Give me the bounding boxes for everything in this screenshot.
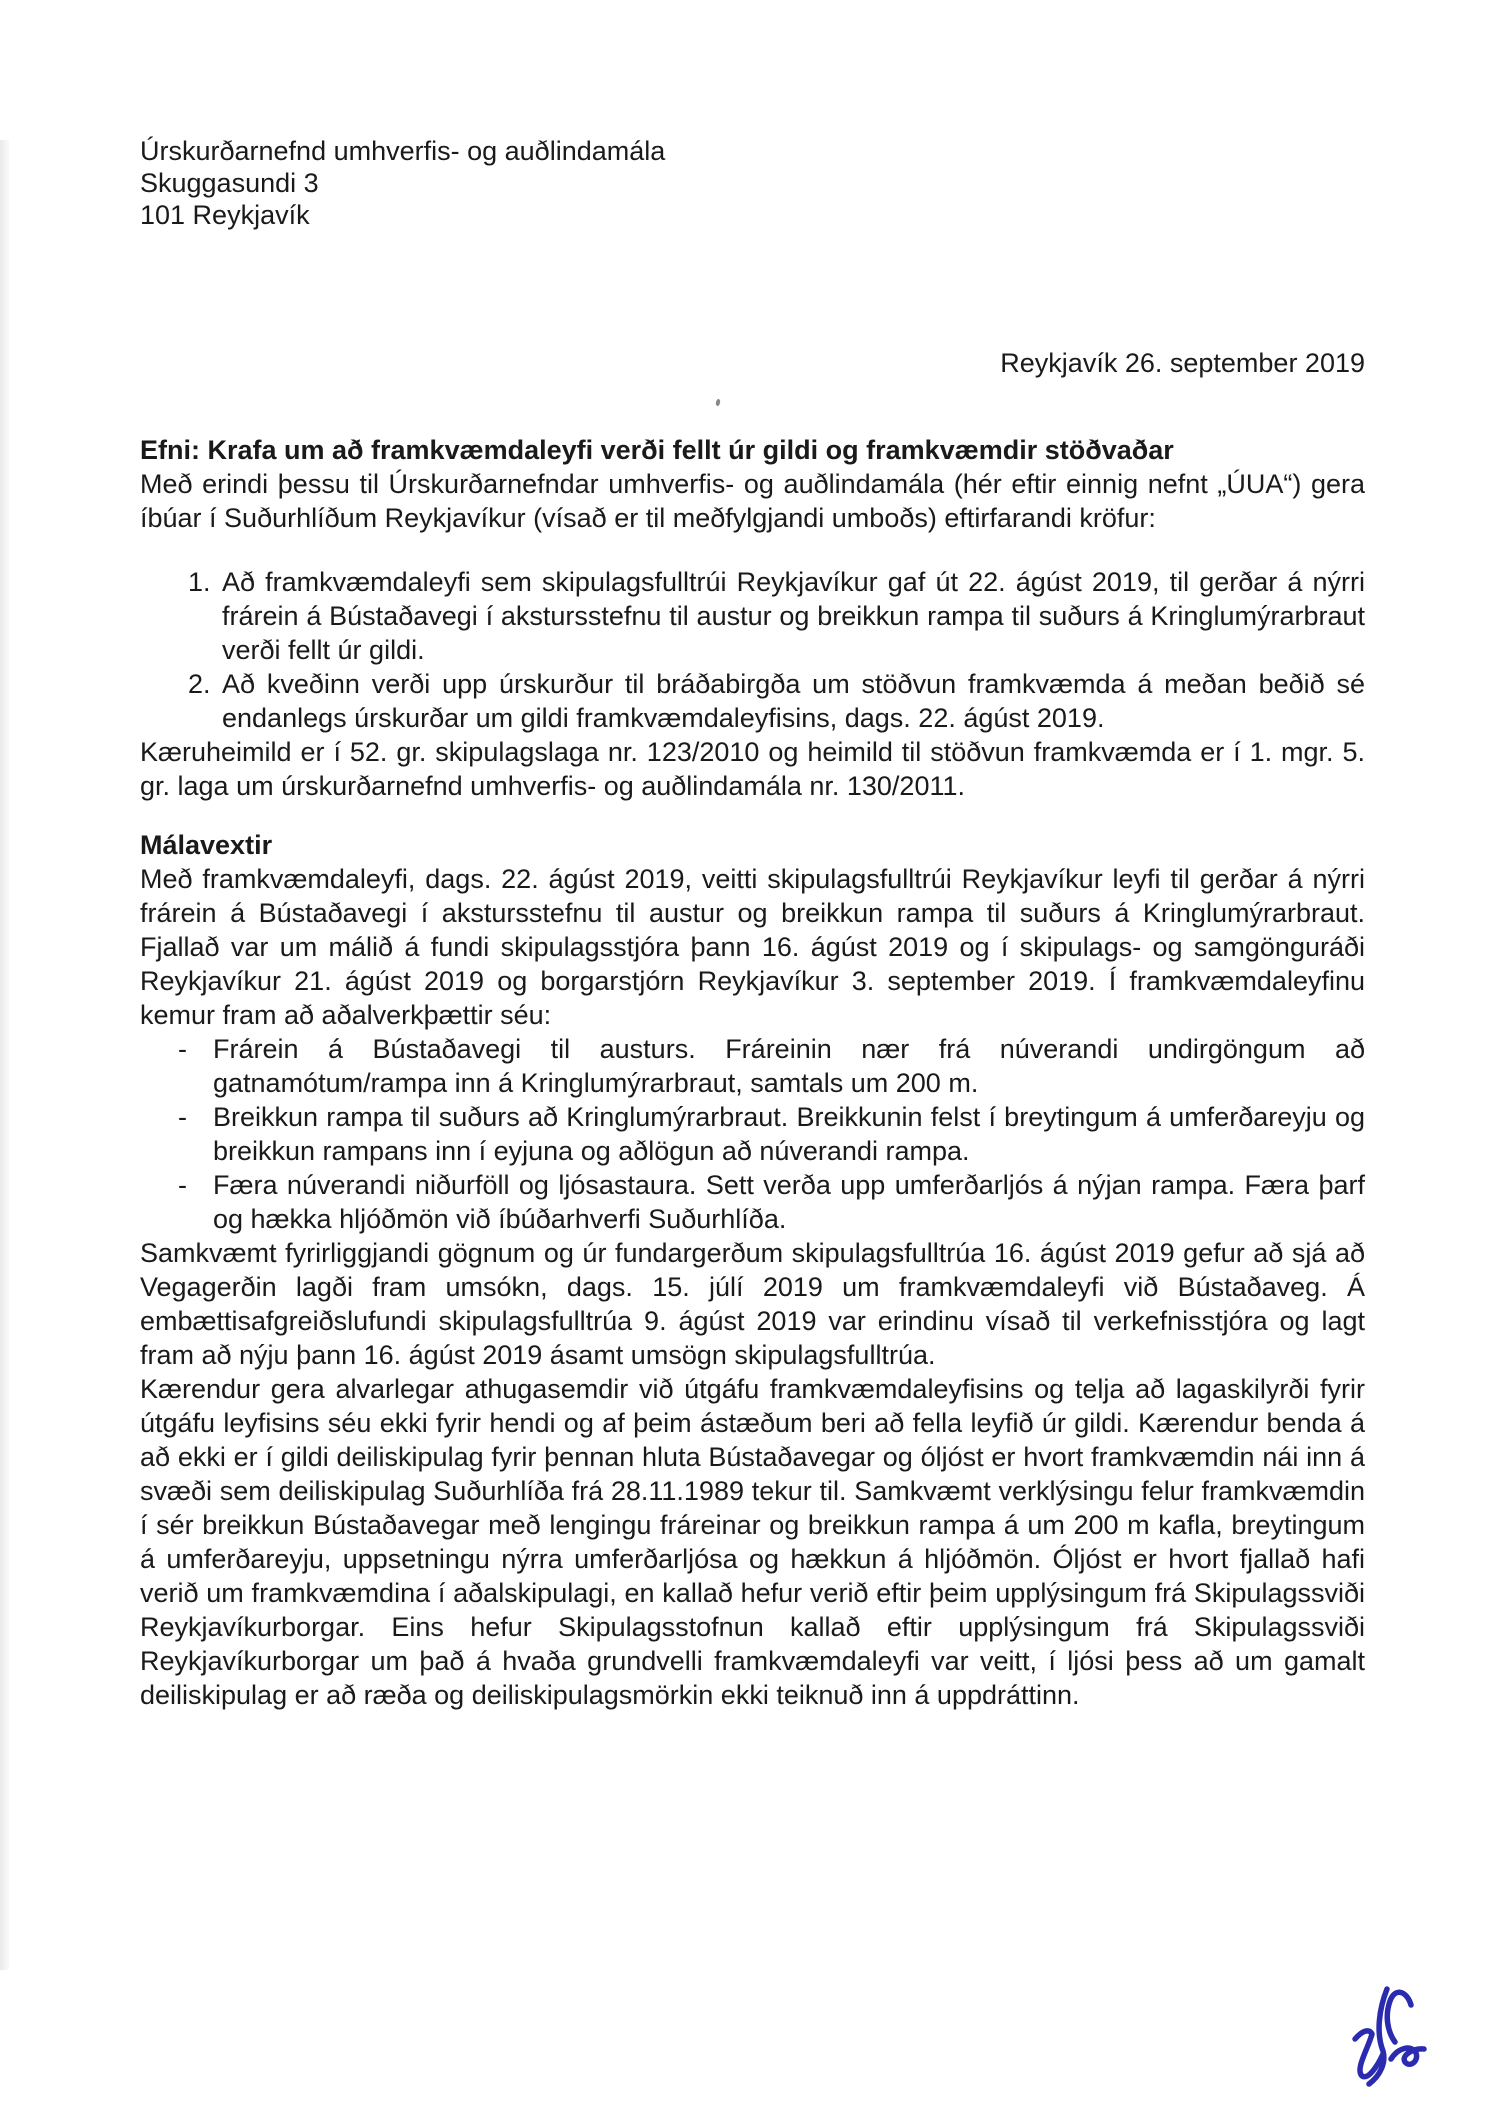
work-item-2 bbox=[178, 1100, 1365, 1168]
sender-city: 101 Reykjavík bbox=[140, 200, 310, 230]
intro-paragraph: Með erindi þessu til Úrskurðarnefndar umhverfis- og auðlindamála (hér eftir einnig nefnt „ÚUA“) gera íbúar í Suðurhlíðum Reykjavíkur (vísað er til meðfylgjandi umboðs) eftirfarandi kröfur: bbox=[140, 469, 1365, 533]
claim-text: Að framkvæmdaleyfi sem skipulagsfulltrúi Reykjavíkur gaf út 22. ágúst 2019, til gerðar á nýrri frárein á Bústaðavegi í akstursstefnu til austur og breikkun rampa til suðurs á Kringlumýrarbraut verði fellt úr gildi. bbox=[222, 567, 1365, 665]
scan-speck-artifact bbox=[715, 399, 720, 407]
legal-basis-paragraph: Kæruheimild er í 52. gr. skipulagslaga nr. 123/2010 og heimild til stöðvun framkvæmda er í 1. mgr. 5. gr. laga um úrskurðarnefnd umhverfis- og auðlindamála nr. 130/2011. bbox=[140, 737, 1365, 801]
signature-initials bbox=[1325, 1975, 1445, 2105]
claim-number: 2. bbox=[188, 669, 211, 699]
work-item-text: Breikkun rampa til suðurs að Kringlumýrarbraut. Breikkunin felst í breytingum á umferðareyju og breikkun rampans inn í eyjuna og aðlögun að núverandi rampa. bbox=[213, 1102, 1365, 1166]
scan-edge-artifact bbox=[0, 140, 9, 1970]
work-item-text: Frárein á Bústaðavegi til austurs. Fráreinin nær frá núverandi undirgöngum að gatnamótum/rampa inn á Kringlumýrarbraut, samtals um 200 m. bbox=[213, 1034, 1365, 1098]
signature-stroke bbox=[1391, 2048, 1424, 2064]
section-heading-malavextir: Málavextir bbox=[140, 830, 273, 860]
claim-item-2 bbox=[188, 667, 1365, 735]
malavextir-paragraph: Með framkvæmdaleyfi, dags. 22. ágúst 2019, veitti skipulagsfulltrúi Reykjavíkur leyfi til gerðar á nýrri frárein á Bústaðavegi í akstursstefnu til austur og breikkun rampa til suðurs á Kringlumýrarbraut. Fjallað var um málið á fundi skipulagsstjóra þann 16. ágúst 2019 og í skipulags- og samgönguráði Reykjavíkur 21. ágúst 2019 og borgarstjórn Reykjavíkur 3. september 2019. Í framkvæmdaleyfinu kemur fram að aðalverkþættir séu: bbox=[140, 864, 1365, 1030]
kaerendur-paragraph: Kærendur gera alvarlegar athugasemdir við útgáfu framkvæmdaleyfisins og telja að lagaskilyrði fyrir útgáfu leyfisins séu ekki fyrir hendi og af þeim ástæðum beri að fella leyfið úr gildi. Kærendur benda á að ekki er í gildi deiliskipulag fyrir þennan hluta Bústaðavegar og óljóst er hvort framkvæmdin nái inn á svæði sem deiliskipulag Suðurhlíða frá 28.11.1989 tekur til. Samkvæmt verklýsingu felur framkvæmdin í sér breikkun Bústaðavegar með lengingu fráreinar og breikkun rampa á um 200 m kafla, breytingum á umferðareyju, uppsetningu nýrra umferðarljósa og hækkun á hljóðmön. Óljóst er hvort fjallað hafi verið um framkvæmdina í aðalskipulagi, en kallað hefur verið eftir þeim upplýsingum frá Skipulagssviði Reykjavíkurborgar. Eins hefur Skipulagsstofnun kallað eftir upplýsingum frá Skipulagssviði Reykjavíkurborgar um það á hvaða grundvelli framkvæmdaleyfi var veitt, í ljósi þess að um gamalt deiliskipulag er að ræða og deiliskipulagsmörkin ekki teiknuð inn á uppdráttinn. bbox=[140, 1374, 1365, 1710]
dash-bullet: - bbox=[178, 1034, 187, 1064]
samkvaemt-paragraph: Samkvæmt fyrirliggjandi gögnum og úr fundargerðum skipulagsfulltrúa 16. ágúst 2019 gefur að sjá að Vegagerðin lagði fram umsókn, dags. 15. júlí 2019 um framkvæmdaleyfi við Bústaðaveg. Á embættisafgreiðslufundi skipulagsfulltrúa 9. ágúst 2019 var erindinu vísað til verkefnisstjóra og lagt fram að nýju þann 16. ágúst 2019 ásamt umsögn skipulagsfulltrúa. bbox=[140, 1238, 1365, 1370]
sender-address-block bbox=[140, 135, 1365, 231]
signature-stroke bbox=[1387, 1992, 1411, 2042]
dateline: Reykjavík 26. september 2019 bbox=[1000, 348, 1365, 378]
work-item-1 bbox=[178, 1032, 1365, 1100]
claims-list bbox=[140, 565, 1365, 735]
dash-bullet: - bbox=[178, 1170, 187, 1200]
sender-name: Úrskurðarnefnd umhverfis- og auðlindamála bbox=[140, 136, 666, 166]
subject-line: Efni: Krafa um að framkvæmdaleyfi verði fellt úr gildi og framkvæmdir stöðvaðar bbox=[140, 435, 1174, 465]
claim-item-1 bbox=[188, 565, 1365, 667]
work-item-text: Færa núverandi niðurföll og ljósastaura. Sett verða upp umferðarljós á nýjan rampa. Færa þarf og hækka hljóðmön við íbúðarhverfi Suðurhlíða. bbox=[213, 1170, 1365, 1234]
dash-bullet: - bbox=[178, 1102, 187, 1132]
sender-street: Skuggasundi 3 bbox=[140, 168, 319, 198]
work-item-3 bbox=[178, 1168, 1365, 1236]
claim-text: Að kveðinn verði upp úrskurður til bráðabirgða um stöðvun framkvæmda á meðan beðið sé endanlegs úrskurðar um gildi framkvæmdaleyfisins, dags. 22. ágúst 2019. bbox=[222, 669, 1365, 733]
claim-number: 1. bbox=[188, 567, 211, 597]
work-items-list bbox=[140, 1032, 1365, 1236]
